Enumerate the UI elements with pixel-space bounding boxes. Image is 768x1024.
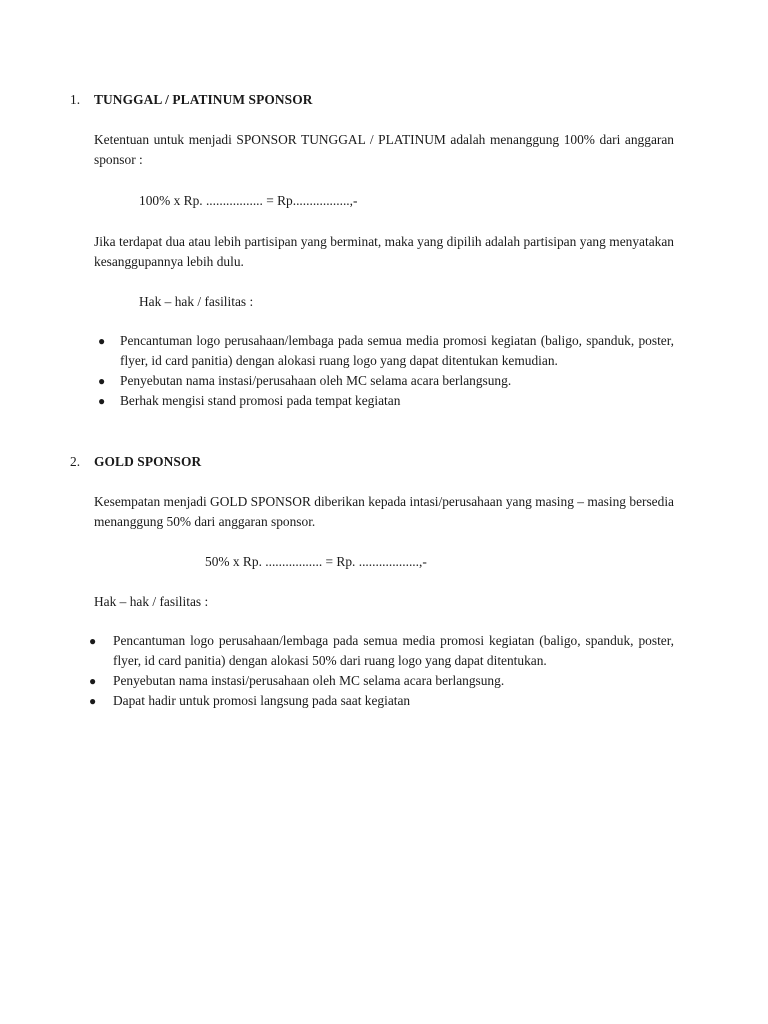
section-2-rights-list	[89, 631, 674, 711]
list-item	[89, 671, 674, 691]
section-1-rights-label: Hak – hak / fasilitas :	[139, 294, 254, 309]
section-1-description: Ketentuan untuk menjadi SPONSOR TUNGGAL / PLATINUM adalah menanggung 100% dari anggaran sponsor :	[94, 132, 674, 167]
section-1-number: 1.	[70, 92, 81, 107]
section-2-title: GOLD SPONSOR	[94, 454, 202, 469]
bullet-icon: ●	[98, 374, 106, 388]
list-item-text: Pencantuman logo perusahaan/lembaga pada semua media promosi kegiatan (baligo, spanduk, poster, flyer, id card panitia) dengan alokasi ruang logo yang dapat ditentukan kemudian.	[120, 333, 674, 368]
list-item-text: Penyebutan nama instasi/perusahaan oleh MC selama acara berlangsung.	[113, 673, 505, 688]
section-1-rights-list	[98, 331, 674, 411]
bullet-icon: ●	[89, 674, 97, 688]
section-1-calculation: 100% x Rp. ................. = Rp.................,-	[139, 193, 358, 208]
list-item	[89, 691, 674, 711]
bullet-icon: ●	[98, 334, 106, 348]
list-item-text: Penyebutan nama instasi/perusahaan oleh MC selama acara berlangsung.	[120, 373, 512, 388]
section-2-rights-label: Hak – hak / fasilitas :	[94, 594, 209, 609]
section-2-calculation: 50% x Rp. ................. = Rp. ..................,-	[205, 554, 427, 569]
list-item	[89, 631, 674, 671]
list-item-text: Dapat hadir untuk promosi langsung pada saat kegiatan	[113, 693, 411, 708]
bullet-icon: ●	[89, 694, 97, 708]
section-1-title: TUNGGAL / PLATINUM SPONSOR	[94, 92, 313, 107]
bullet-icon: ●	[89, 634, 97, 648]
bullet-icon: ●	[98, 394, 106, 408]
list-item-text: Berhak mengisi stand promosi pada tempat kegiatan	[120, 393, 401, 408]
list-item-text: Pencantuman logo perusahaan/lembaga pada semua media promosi kegiatan (baligo, spanduk, poster, flyer, id card panitia) dengan alokasi 50% dari ruang logo yang dapat ditentukan.	[113, 633, 674, 668]
list-item	[98, 371, 674, 391]
section-1-note: Jika terdapat dua atau lebih partisipan yang berminat, maka yang dipilih adalah partisipan yang menyatakan kesanggupannya lebih dulu.	[94, 234, 674, 269]
list-item	[98, 331, 674, 371]
section-2-description: Kesempatan menjadi GOLD SPONSOR diberikan kepada intasi/perusahaan yang masing – masing bersedia menanggung 50% dari anggaran sponsor.	[94, 494, 674, 529]
section-2-number: 2.	[70, 454, 81, 469]
list-item	[98, 391, 674, 411]
